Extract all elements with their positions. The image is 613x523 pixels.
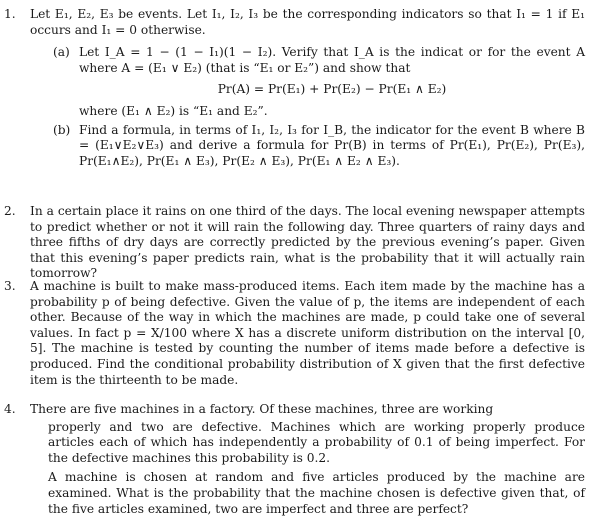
problem-text: In a certain place it rains on one third of the days. The local evening newspaper attempts to predict whether or not it will rain the following day. Three quarters of rainy days and three fifths of dry days are correctly predicted by the previous evening’s paper. Given that this evening’s paper predicts rain, what is the probability that it will actually rain tomorrow? [30,204,585,281]
subpart-label: (b) [53,122,71,137]
problem-2 [4,204,585,282]
subpart-after-text: where (E₁ ∧ E₂) is “E₁ and E₂”. [79,103,268,118]
problem-3 [4,279,585,388]
problem-intro: Let E₁, E₂, E₃ be events. Let I₁, I₂, I₃ be the corresponding indicators so that I₁ = 1 if E₁ occurs and I₁ = 0 otherwise. [30,7,585,37]
problem-body-paragraph-2: A machine is chosen at random and five articles produced by the machine are examined. What is the probability that the machine chosen is defective given that, of the five articles examined, two are imperfect and three are perfect? [48,470,585,516]
problem-number: 4. [4,402,16,416]
problem-body-paragraph-1: properly and two are defective. Machines which are working properly produce articles each of which has independently a probability of 0.1 of being imperfect. For the defective machines this probability is 0.2. [48,419,585,465]
subpart-text: Find a formula, in terms of I₁, I₂, I₃ for I_B, the indicator for the event B where B = (E₁∨E₂∨E₃) and derive a formula for Pr(B) in terms of Pr(E₁), Pr(E₂), Pr(E₃), Pr(E₁∧E₂), Pr(E₁ ∧ E₃), Pr(E₂ ∧ E₃), Pr(E₁ ∧ E₂ ∧ E₃). [79,122,585,168]
problem-body [48,420,585,518]
problem-lead: There are five machines in a factory. Of these machines, three are working [30,402,494,416]
problem-number: 3. [4,279,16,293]
problem-4 [4,402,585,517]
subpart-a [53,45,585,119]
problem-number: 1. [4,7,16,21]
subpart-b [53,122,585,170]
problem-text: A machine is built to make mass-produced items. Each item made by the machine has a probability p of being defective. Given the value of p, the items are independent of each other. Because of the way in which the machines are made, p could take one of several values. In fact p = X/100 where X has a discrete uniform distribution on the interval [0, 5]. The machine is tested by counting the number of items made before a defective is produced. Find the conditional probability distribution of X given that the first defective item is the thirteenth to be made. [30,279,585,387]
display-equation: Pr(A) = Pr(E₁) + Pr(E₂) − Pr(E₁ ∧ E₂) [217,82,447,97]
subpart-label: (a) [53,45,70,60]
problem-number: 2. [4,204,16,218]
problem-1 [4,7,585,169]
subpart-text: Let I_A = 1 − (1 − I₁)(1 − I₂). Verify that I_A is the indicat or for the event A where A = (E₁ ∨ E₂) (that is “E₁ or E₂”) and show that [79,45,585,75]
